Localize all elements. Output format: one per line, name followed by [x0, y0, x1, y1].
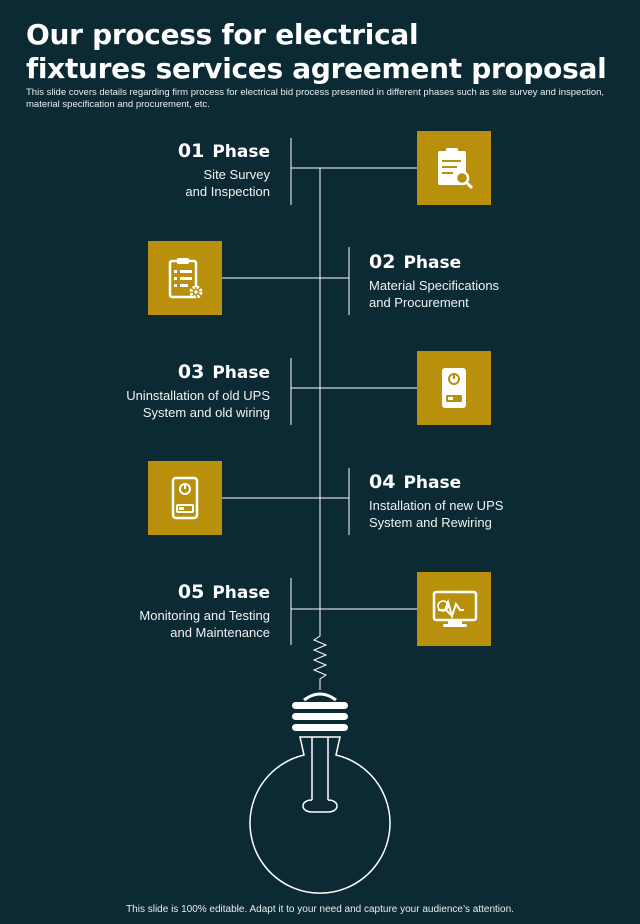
phase-5-text — [50, 581, 270, 641]
clipboard-magnifier-icon — [417, 131, 491, 205]
phase-3-heading — [50, 361, 270, 384]
phase-4-icon-box — [148, 461, 222, 535]
phase-5-icon-box — [417, 572, 491, 646]
phase-3-desc-line-2: System and old wiring — [142, 405, 270, 420]
bulb-coil — [314, 630, 326, 690]
phase-1-heading — [50, 140, 270, 163]
phase-4-text — [369, 471, 589, 531]
phase-1-desc-line-1: Site Survey — [203, 167, 270, 182]
phase-5-description — [50, 607, 270, 641]
phase-5-number: 05 — [177, 581, 205, 603]
phase-4-heading — [369, 471, 589, 494]
phase-4-desc-line-1: Installation of new UPS — [369, 498, 504, 513]
phase-1-desc-line-2: and Inspection — [185, 184, 270, 199]
phase-3-label: Phase — [212, 363, 270, 383]
phase-1-description — [50, 166, 270, 200]
phase-5-desc-line-1: Monitoring and Testing — [139, 608, 270, 623]
title-line-1: Our process for electrical — [26, 18, 419, 51]
ups-device-icon — [417, 351, 491, 425]
phase-5-label: Phase — [212, 583, 270, 603]
title-line-2: fixtures services agreement proposal — [26, 52, 607, 85]
phase-2-heading — [369, 251, 589, 274]
phase-3-text — [50, 361, 270, 421]
monitor-pulse-icon — [417, 572, 491, 646]
phase-2-label: Phase — [403, 253, 462, 273]
phase-2-desc-line-2: and Procurement — [369, 295, 469, 310]
phase-5-desc-line-2: and Maintenance — [170, 625, 270, 640]
phase-4-desc-line-2: System and Rewiring — [369, 515, 492, 530]
phase-2-icon-box — [148, 241, 222, 315]
light-bulb — [250, 694, 390, 893]
phase-4-description — [369, 497, 589, 531]
phase-2-text — [369, 251, 589, 311]
phase-2-description — [369, 277, 589, 311]
phase-1-icon-box — [417, 131, 491, 205]
phase-2-number: 02 — [369, 251, 396, 273]
phase-3-number: 03 — [177, 361, 205, 383]
phase-3-icon-box — [417, 351, 491, 425]
phase-4-label: Phase — [403, 473, 462, 493]
footer-note: This slide is 100% editable. Adapt it to your need and capture your audience’s attention. — [126, 904, 514, 915]
phase-1-text — [50, 140, 270, 200]
page-subtitle: This slide covers details regarding firm process for electrical bid process presented in different phases such as site survey and inspection, material specification and procurement, etc. — [26, 87, 605, 110]
phase-3-desc-line-1: Uninstallation of old UPS — [126, 388, 270, 403]
phase-1-label: Phase — [212, 142, 270, 162]
ups-device-icon — [148, 461, 222, 535]
clipboard-gear-icon — [148, 241, 222, 315]
phase-2-desc-line-1: Material Specifications — [369, 278, 500, 293]
phase-4-number: 04 — [369, 471, 396, 493]
phase-5-heading — [50, 581, 270, 604]
phase-1-number: 01 — [177, 140, 205, 162]
phase-3-description — [50, 387, 270, 421]
